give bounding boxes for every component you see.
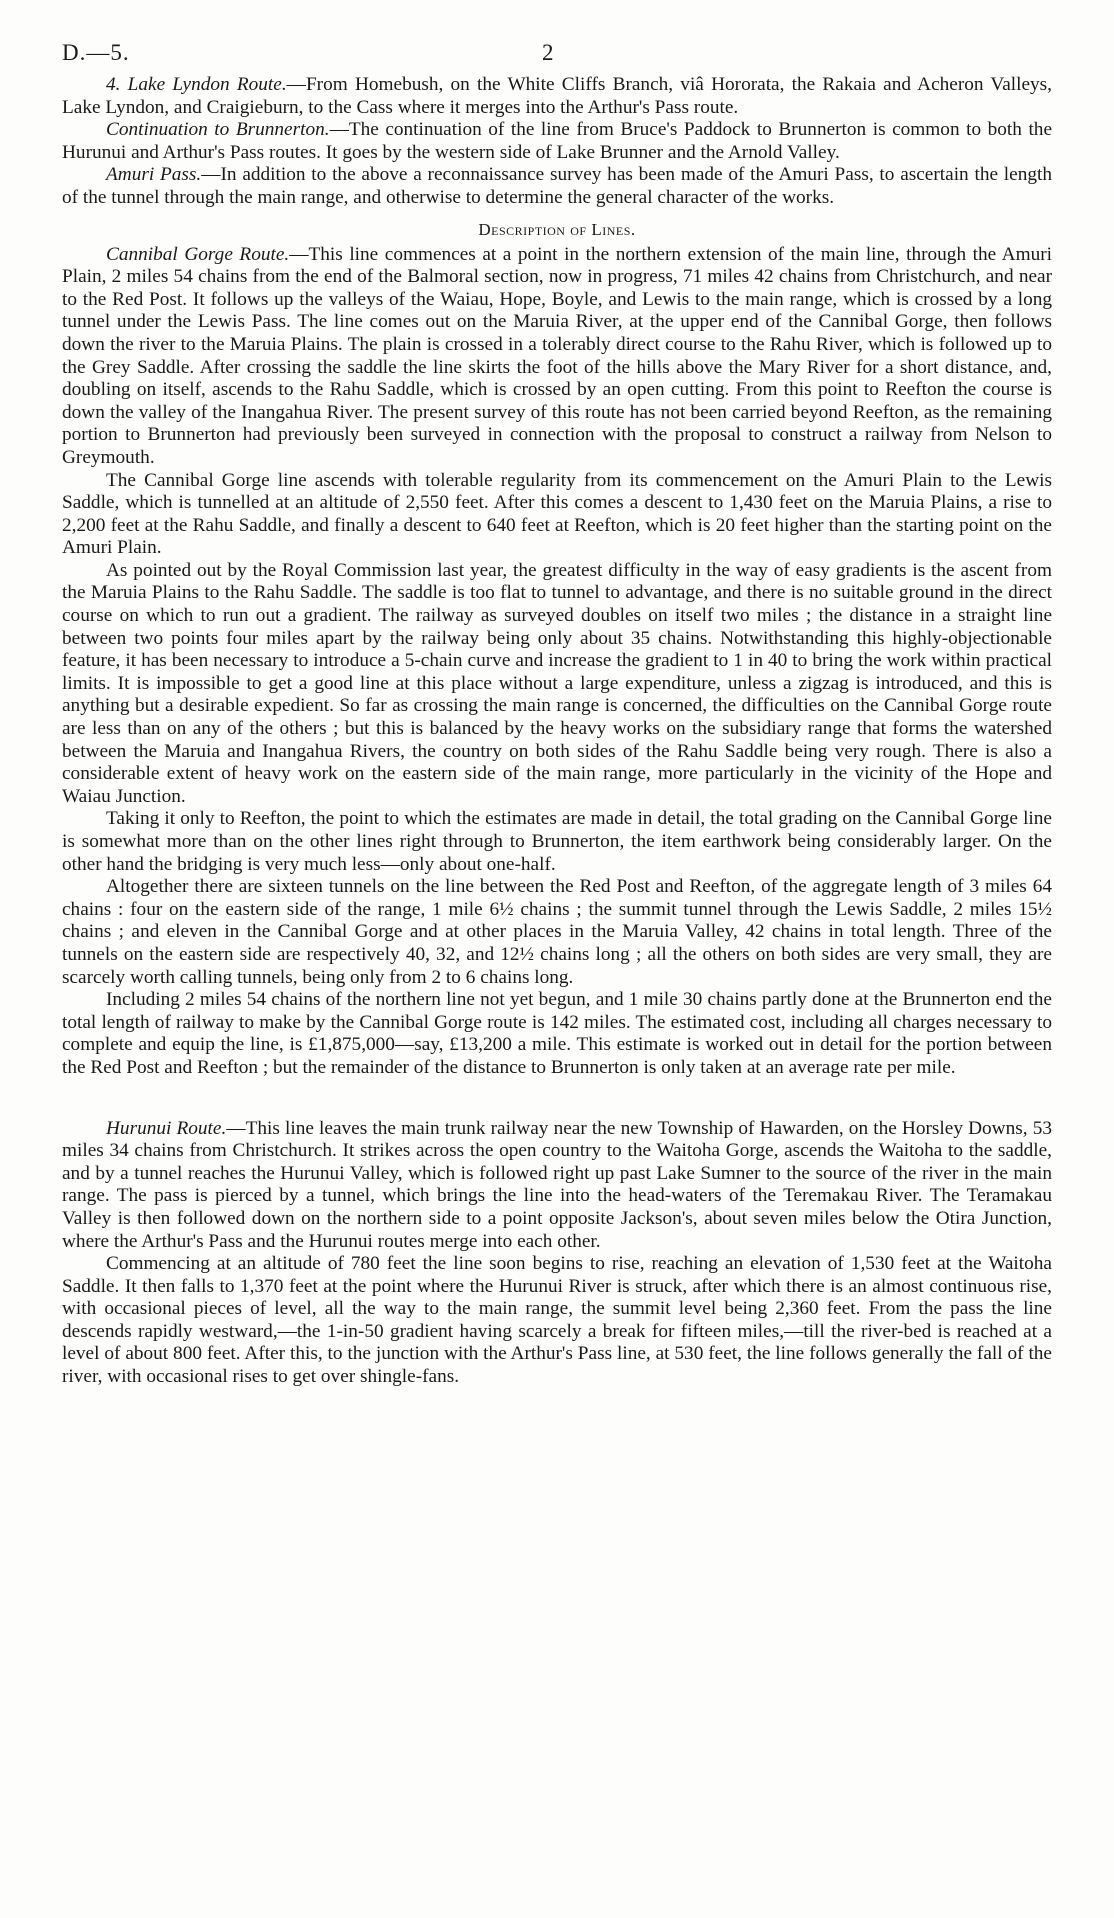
paragraph-text: Taking it only to Reefton, the point to which the estimates are made in detail, the total grading on the Cannibal Gorge line is somewhat more than on the other lines right through to Brunnerton, the item earthwork being considerably larger. On the other hand the bridging is very much less—only about one-half.: [62, 808, 1052, 875]
paragraph-tunnels: [62, 876, 1052, 989]
paragraph-amuri-pass: [62, 164, 1052, 209]
intro-section: [62, 74, 1052, 210]
paragraph-text: Including 2 miles 54 chains of the northern line not yet begun, and 1 mile 30 chains partly done at the Brunnerton end the total length of railway to make by the Cannibal Gorge route is 142 miles. The estimated cost, including all charges necessary to complete and equip the line, is £1,875,000—say, £13,200 a mile. This estimate is worked out in detail for the portion between the Red Post and Reefton ; but the remainder of the distance to Brunnerton is only taken at an average rate per mile.: [62, 989, 1052, 1078]
paragraph-text: Commencing at an altitude of 780 feet the line soon begins to rise, reaching an elevation of 1,530 feet at the Waitoha Saddle. It then falls to 1,370 feet at the point where the Hurunui River is struck, after which there is an almost continuous rise, with occasional pieces of level, all the way to the main range, the summit level being 2,360 feet. From the pass the line descends rapidly westward,—the 1-in-50 gradient having scarcely a break for fifteen miles,—till the river-bed is reached at a level of about 800 feet. After this, to the junction with the Arthur's Pass line, at 530 feet, the line follows generally the fall of the river, with occasional rises to get over shingle-fans.: [62, 1253, 1052, 1388]
hurunui-section: [62, 1118, 1052, 1389]
paragraph-hurunui-elevations: [62, 1253, 1052, 1389]
paragraph-text: —This line leaves the main trunk railway near the new Township of Hawarden, on the Horsley Downs, 53 miles 34 chains from Christchurch. It strikes across the open country to the Waitoha Gorge, ascends the Waitoha to the saddle, and by a tunnel reaches the Hurunui Valley, which is followed right up past Lake Sumner to the source of the river in the main range. The pass is pierced by a tunnel, which brings the line into the head-waters of the Teremakau River. The Teramakau Valley is then followed down on the northern side to a point opposite Jackson's, about seven miles below the Otira Junction, where the Arthur's Pass and the Hurunui routes merge into each other.: [62, 1117, 1052, 1252]
paragraph-lake-lyndon: [62, 74, 1052, 119]
paragraph-text: —From Homebush, on the White Cliffs Branch, viâ Hororata, the Rakaia and Acheron Valleys, Lake Lyndon, and Craigieburn, to the Cass where it merges into the Arthur's Pass route.: [62, 74, 1052, 118]
paragraph-text: As pointed out by the Royal Commission last year, the greatest difficulty in the way of easy gradients is the ascent from the Maruia Plains to the Rahu Saddle. The saddle is too flat to tunnel to advantage, and there is no suitable ground in the direct course on which to run out a gradient. The railway as surveyed doubles on itself two miles ; the distance in a straight line between two points four miles apart by the railway being only about 35 chains. Notwithstanding this highly-objectionable feature, it has been necessary to introduce a 5-chain curve and increase the gradient to 1 in 40 to bring the work within practical limits. It is impossible to get a good line at this place without a large expenditure, unless a zigzag is introduced, and this is anything but a desirable expedient. So far as crossing the main range is concerned, the difficulties on the Cannibal Gorge route are less than on any of the others ; but this is balanced by the heavy works on the subsidiary range that forms the watershed between the Maruia and Inangahua Rivers, the country on both sides of the Rahu Saddle being very rough. There is also a considerable extent of heavy work on the eastern side of the main range, more particularly in the vicinity of the Hope and Waiau Junction.: [62, 559, 1052, 807]
paragraph-continuation-brunnerton: [62, 119, 1052, 164]
paragraph-grading: [62, 808, 1052, 876]
paragraph-text: —The continuation of the line from Bruce's Paddock to Brunnerton is common to both the Hurunui and Arthur's Pass routes. It goes by the western side of Lake Brunner and the Arnold Valley.: [62, 119, 1053, 163]
paragraph-royal-commission: [62, 560, 1052, 809]
paragraph-text: —In addition to the above a reconnaissance survey has been made of the Amuri Pass, to ascertain the length of the tunnel through the main range, and otherwise to determine the general character of the works.: [62, 164, 1052, 208]
paragraph-text: The Cannibal Gorge line ascends with tolerable regularity from its commencement on the Amuri Plain to the Lewis Saddle, which is tunnelled at an altitude of 2,550 feet. After this comes a descent to 1,430 feet on the Maruia Plains, a rise to 2,200 feet at the Rahu Saddle, and finally a descent to 640 feet at Reefton, which is 20 feet higher than the starting point on the Amuri Plain.: [62, 469, 1052, 559]
paragraph-lead: Amuri Pass.: [106, 164, 202, 186]
section-spacer: [62, 1080, 1052, 1118]
paragraph-lead: 4. Lake Lyndon Route.: [106, 74, 287, 95]
paragraph-lead: Cannibal Gorge Route.: [106, 243, 290, 265]
paragraph-lead: Hurunui Route.: [106, 1117, 227, 1139]
document-reference: D.—5.: [62, 40, 130, 65]
page-number: 2: [542, 40, 555, 65]
paragraph-text: —This line commences at a point in the northern extension of the main line, through the Amuri Plain, 2 miles 54 chains from the end of the Balmoral section, now in progress, 71 miles 42 chains from Christchurch, and near to the Red Post. It follows up the valleys of the Waiau, Hope, Boyle, and Lewis to the main range, which is crossed by a long tunnel under the Lewis Pass. The line comes out on the Maruia River, at the upper end of the Cannibal Gorge, then follows down the river to the Maruia Plains. The plain is crossed in a tolerably direct course to the Rahu River, which is followed up to the Grey Saddle. After crossing the saddle the line skirts the foot of the hills above the Mary River for a short distance, and, doubling on itself, ascends to the Rahu Saddle, which is crossed by an open cutting. From this point to Reefton the course is down the valley of the Inangahua River. The present survey of this route has not been carried beyond Reefton, as the remaining portion to Brunnerton had previously been surveyed in connection with the proposal to construct a railway from Nelson to Greymouth.: [62, 243, 1053, 468]
paragraph-hurunui-route: [62, 1118, 1052, 1254]
section-heading: Description of Lines.: [478, 219, 636, 239]
paragraph-cannibal-gradients: [62, 470, 1052, 560]
paragraph-lead: Continuation to Brunnerton.: [106, 119, 330, 141]
paragraph-cost-estimate: [62, 989, 1052, 1079]
cannibal-gorge-section: [62, 244, 1052, 1080]
page-header: [62, 40, 1052, 74]
document-page: [62, 40, 1052, 1389]
paragraph-text: Altogether there are sixteen tunnels on the line between the Red Post and Reefton, of the aggregate length of 3 miles 64 chains : four on the eastern side of the range, 1 mile 6½ chains ; the summit tunnel through the Lewis Saddle, 2 miles 15½ chains ; and eleven in the Cannibal Gorge and at other places in the Maruia Valley, 42 chains in total length. Three of the tunnels on the eastern side are respectively 40, 32, and 12½ chains long ; all the others on both sides are very small, they are scarcely worth calling tunnels, being only from 2 to 6 chains long.: [62, 876, 1052, 988]
paragraph-cannibal-route: [62, 244, 1052, 470]
